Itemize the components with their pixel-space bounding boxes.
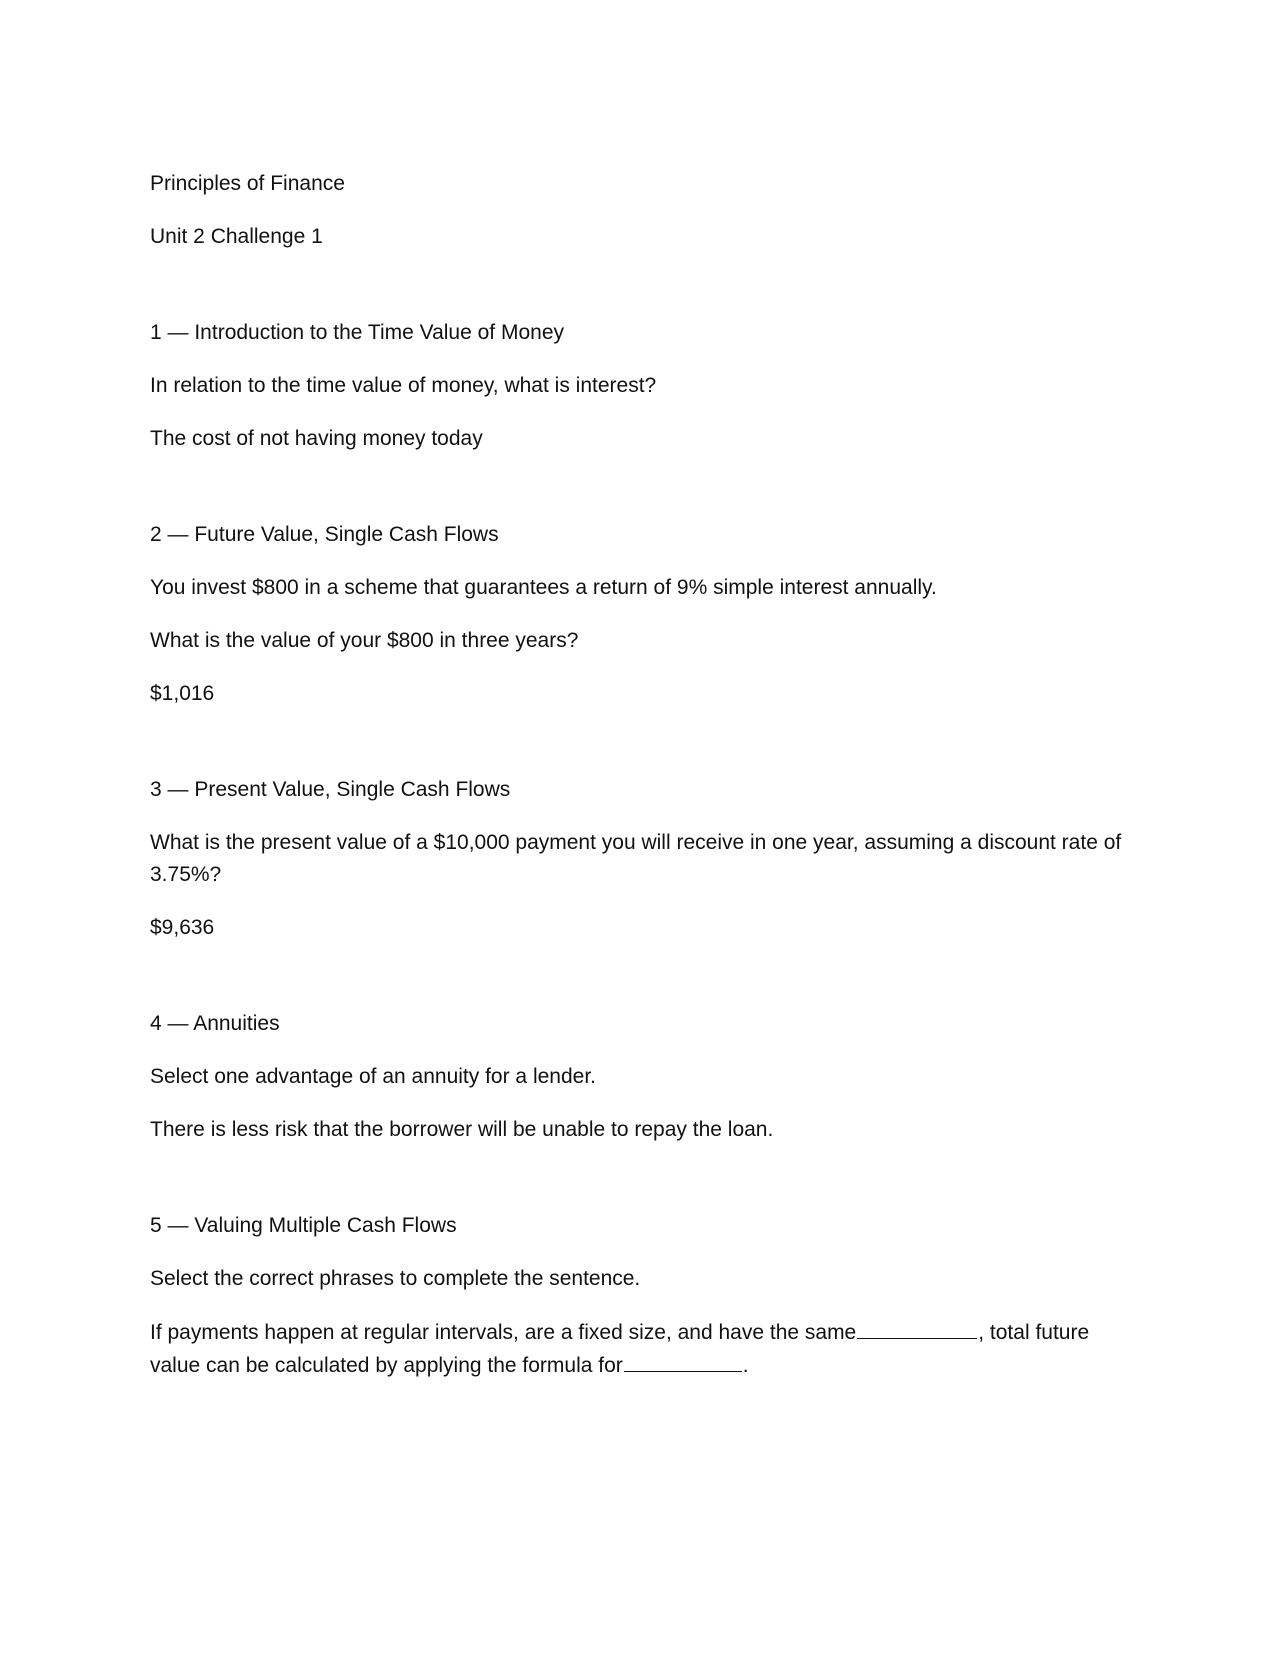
section-2-heading: 2 — Future Value, Single Cash Flows bbox=[150, 523, 499, 546]
section-5-heading: 5 — Valuing Multiple Cash Flows bbox=[150, 1214, 457, 1237]
section-2-question-line2: What is the value of your $800 in three years? bbox=[150, 629, 579, 652]
section-4-heading: 4 — Annuities bbox=[150, 1012, 280, 1035]
sentence-part-2: , total future value can be calculated by applying the formula for bbox=[150, 1321, 1090, 1377]
section-4-question: Select one advantage of an annuity for a lender. bbox=[150, 1065, 596, 1088]
section-1-heading: 1 — Introduction to the Time Value of Money bbox=[150, 321, 565, 344]
fill-in-blank-2[interactable] bbox=[624, 1349, 742, 1372]
sentence-part-1: If payments happen at regular intervals, are a fixed size, and have the same bbox=[150, 1321, 857, 1344]
course-title: Principles of Finance bbox=[150, 172, 345, 195]
section-2-question-line1: You invest $800 in a scheme that guarantees a return of 9% simple interest annually. bbox=[150, 576, 937, 599]
assignment-title: Unit 2 Challenge 1 bbox=[150, 225, 323, 248]
section-4-answer: There is less risk that the borrower will be unable to repay the loan. bbox=[150, 1118, 774, 1141]
section-3-answer: $9,636 bbox=[150, 916, 215, 939]
section-1-question: In relation to the time value of money, what is interest? bbox=[150, 374, 657, 397]
section-3-question: What is the present value of a $10,000 payment you will receive in one year, assuming a discount rate of 3.75%? bbox=[150, 831, 1122, 886]
fill-in-blank-1[interactable] bbox=[857, 1316, 977, 1339]
section-3-heading: 3 — Present Value, Single Cash Flows bbox=[150, 778, 511, 801]
section-2-answer: $1,016 bbox=[150, 682, 215, 705]
section-5-sentence bbox=[150, 1316, 1130, 1382]
section-1-answer: The cost of not having money today bbox=[150, 427, 483, 450]
section-5-instruction: Select the correct phrases to complete the sentence. bbox=[150, 1267, 641, 1290]
document-body bbox=[150, 168, 1130, 1382]
sentence-part-3: . bbox=[742, 1354, 749, 1377]
